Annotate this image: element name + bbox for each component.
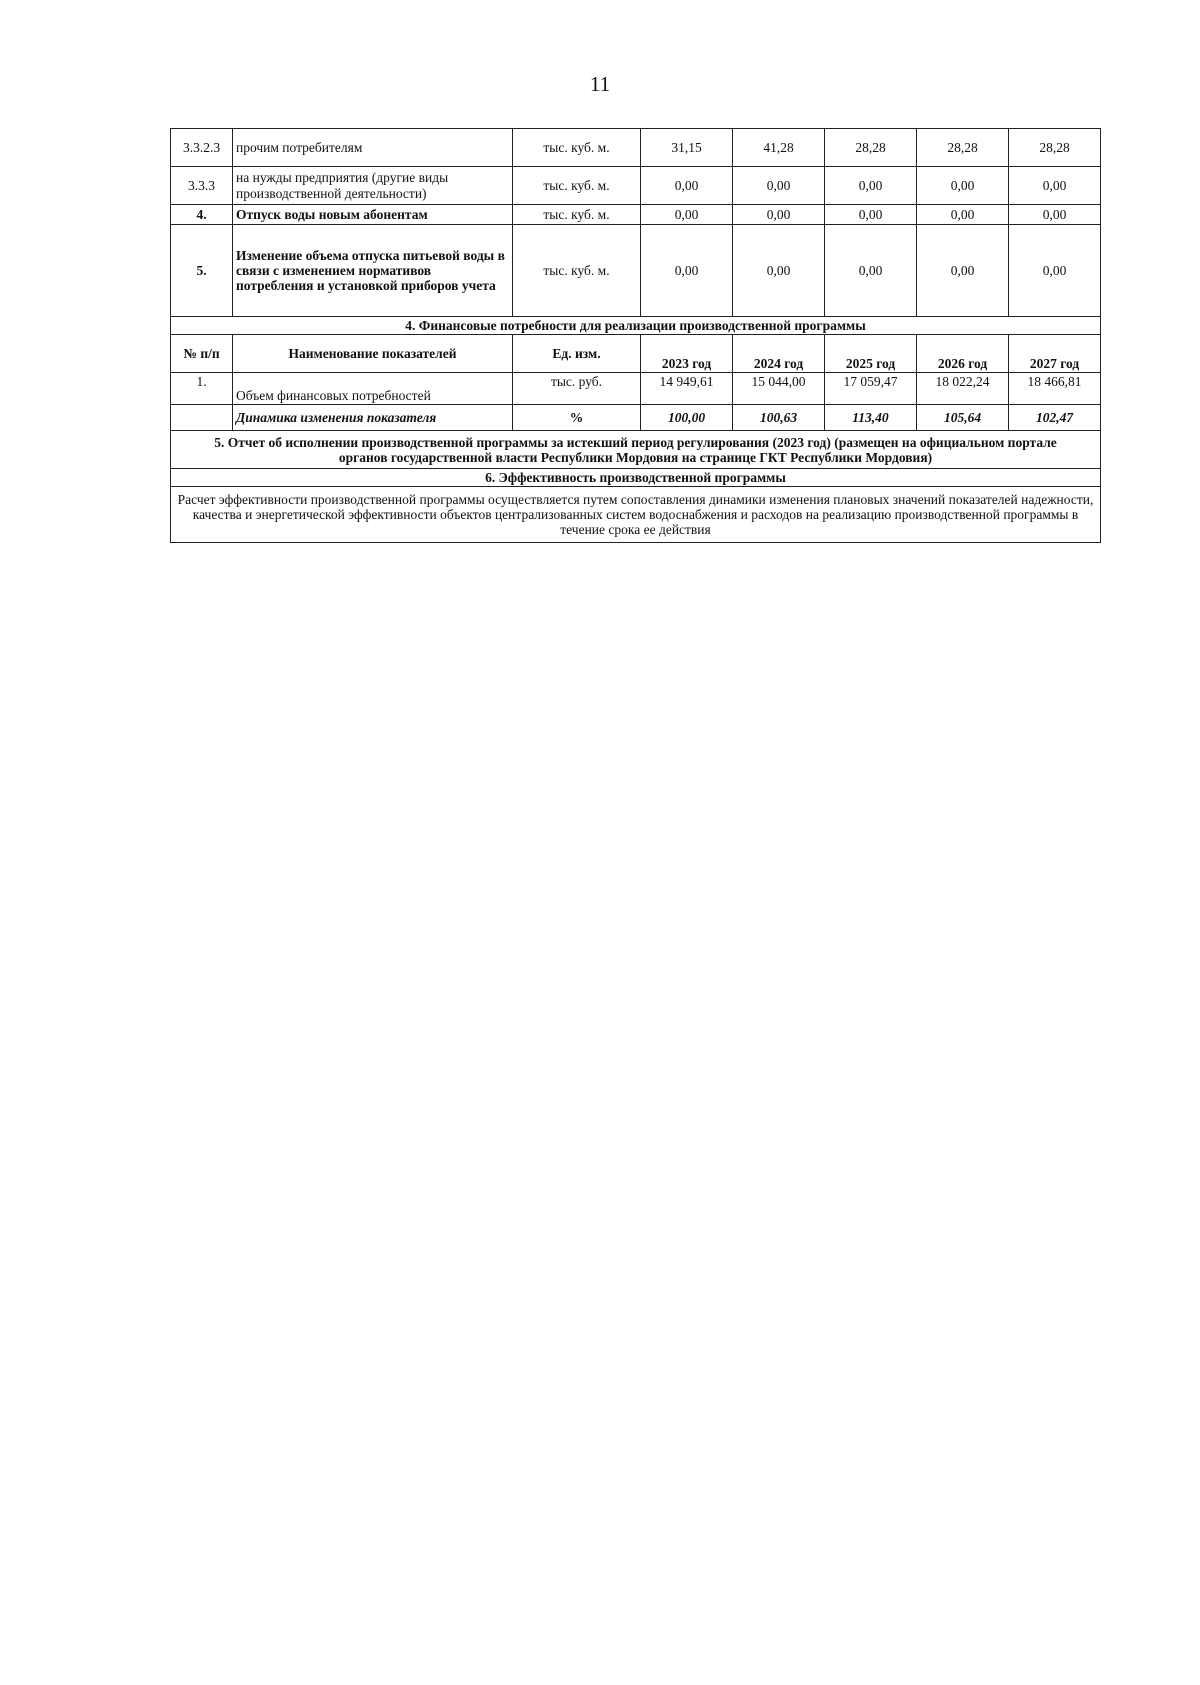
section-row	[171, 317, 1101, 335]
value-cell: 0,00	[641, 225, 733, 317]
row-unit: тыс. куб. м.	[513, 205, 641, 225]
section-6-text: Расчет эффективности производственной программы осуществляется путем сопоставления динамики изменения плановых значений показателей надежности, качества и энергетической эффективности объектов централизованных систем водоснабжения и расходов на реализацию производственной программы в течение срока ее действия	[171, 487, 1101, 543]
page-number: 11	[589, 72, 611, 96]
value-cell: 0,00	[825, 167, 917, 205]
value-cell: 0,00	[733, 205, 825, 225]
value-cell: 0,00	[1009, 205, 1101, 225]
row-number: 1.	[171, 373, 233, 405]
value-cell: 100,63	[733, 405, 825, 431]
section-row	[171, 431, 1101, 469]
value-cell: 0,00	[641, 167, 733, 205]
value-cell: 105,64	[917, 405, 1009, 431]
value-cell: 28,28	[917, 129, 1009, 167]
value-cell: 14 949,61	[641, 373, 733, 405]
header-num: № п/п	[171, 335, 233, 373]
value-cell: 0,00	[917, 167, 1009, 205]
row-name: прочим потребителям	[233, 129, 513, 167]
header-year: 2024 год	[733, 335, 825, 373]
value-cell: 113,40	[825, 405, 917, 431]
row-unit: тыс. куб. м.	[513, 167, 641, 205]
value-cell: 100,00	[641, 405, 733, 431]
header-year: 2023 год	[641, 335, 733, 373]
production-program-table	[170, 128, 1101, 543]
value-cell: 0,00	[1009, 167, 1101, 205]
header-year: 2026 год	[917, 335, 1009, 373]
row-unit: тыс. куб. м.	[513, 129, 641, 167]
row-unit: тыс. куб. м.	[513, 225, 641, 317]
value-cell: 0,00	[733, 167, 825, 205]
value-cell: 0,00	[733, 225, 825, 317]
table-row	[171, 487, 1101, 543]
row-number: 3.3.3	[171, 167, 233, 205]
row-name: на нужды предприятия (другие виды производственной деятельности)	[233, 167, 513, 205]
value-cell: 0,00	[641, 205, 733, 225]
table-row	[171, 373, 1101, 405]
value-cell: 31,15	[641, 129, 733, 167]
value-cell: 15 044,00	[733, 373, 825, 405]
value-cell: 0,00	[917, 205, 1009, 225]
section-4-title: 4. Финансовые потребности для реализации производственной программы	[171, 317, 1101, 335]
row-number	[171, 405, 233, 431]
section-6-title: 6. Эффективность производственной программы	[171, 469, 1101, 487]
value-cell: 102,47	[1009, 405, 1101, 431]
section-5-title: 5. Отчет об исполнении производственной программы за истекший период регулирования (2023 год) (размещен на официальном портале органов государственной власти Республики Мордовия на странице ГКТ Республики Мордовия)	[171, 431, 1101, 469]
value-cell: 41,28	[733, 129, 825, 167]
value-cell: 0,00	[825, 225, 917, 317]
header-year: 2025 год	[825, 335, 917, 373]
row-number: 3.3.2.3	[171, 129, 233, 167]
row-name: Отпуск воды новым абонентам	[233, 205, 513, 225]
value-cell: 0,00	[917, 225, 1009, 317]
header-year: 2027 год	[1009, 335, 1101, 373]
section-row	[171, 469, 1101, 487]
value-cell: 18 022,24	[917, 373, 1009, 405]
table-row	[171, 225, 1101, 317]
value-cell: 28,28	[1009, 129, 1101, 167]
value-cell: 18 466,81	[1009, 373, 1101, 405]
value-cell: 17 059,47	[825, 373, 917, 405]
header-name: Наименование показателей	[233, 335, 513, 373]
table-header-row	[171, 335, 1101, 373]
row-name: Динамика изменения показателя	[233, 405, 513, 431]
value-cell: 28,28	[825, 129, 917, 167]
header-unit: Ед. изм.	[513, 335, 641, 373]
table-row	[171, 205, 1101, 225]
row-unit: %	[513, 405, 641, 431]
row-unit: тыс. руб.	[513, 373, 641, 405]
table-row	[171, 167, 1101, 205]
row-number: 5.	[171, 225, 233, 317]
table-row	[171, 129, 1101, 167]
value-cell: 0,00	[1009, 225, 1101, 317]
row-name: Изменение объема отпуска питьевой воды в связи с изменением нормативов потребления и установкой приборов учета	[233, 225, 513, 317]
table-row	[171, 405, 1101, 431]
row-number: 4.	[171, 205, 233, 225]
row-name: Объем финансовых потребностей	[233, 373, 513, 405]
value-cell: 0,00	[825, 205, 917, 225]
